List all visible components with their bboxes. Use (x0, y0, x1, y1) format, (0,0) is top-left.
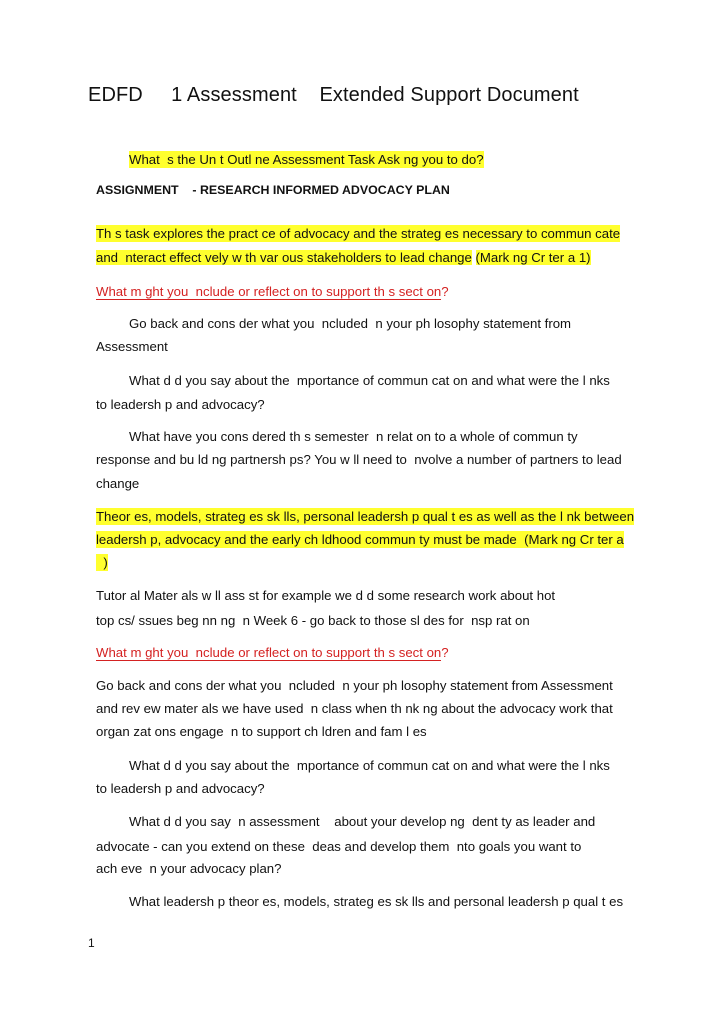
section1-line2-row (96, 249, 591, 266)
para3-line3: change (96, 476, 140, 491)
para2-line2: to leadersh p and advocacy? (96, 397, 265, 412)
para6-line1: What d d you say about the mportance of commun cat on and what were the l nks (129, 758, 610, 773)
para7-line3: ach eve n your advocacy plan? (96, 861, 282, 876)
section2-line1: Theor es, models, strateg es sk lls, personal leadersh p qual t es as well as the l nk between (96, 509, 635, 524)
section1-line2: and nteract effect vely w th var ous stakeholders to lead change (96, 250, 472, 265)
marking-criteria-1: (Mark ng Cr ter a 1) (475, 250, 591, 265)
para4-line2: top cs/ ssues beg nn ng n Week 6 - go back to those sl des for nsp rat on (96, 613, 530, 628)
page-number: 1 (88, 936, 95, 950)
para3-line1: What have you cons dered th s semester n relat on to a whole of commun ty (129, 429, 578, 444)
para1-line2: Assessment (96, 339, 168, 354)
para2-line1: What d d you say about the mportance of commun cat on and what were the l nks (129, 373, 610, 388)
para7-line2: advocate - can you extend on these deas and develop them nto goals you want to (96, 839, 582, 854)
para6-line2: to leadersh p and advocacy? (96, 781, 265, 796)
task-question-heading: What s the Un t Outl ne Assessment Task Ask ng you to do? (129, 152, 484, 167)
para7-line1: What d d you say n assessment about your develop ng dent ty as leader and (129, 814, 596, 829)
assignment-heading: ASSIGNMENT - RESEARCH INFORMED ADVOCACY PLAN (96, 183, 450, 197)
para3-line2: response and bu ld ng partnersh ps? You w ll need to nvolve a number of partners to lead (96, 452, 622, 467)
section1-line1: Th s task explores the pract ce of advocacy and the strateg es necessary to commun cate (96, 226, 621, 241)
para5-line2: and rev ew mater als we have used n class when th nk ng about the advocacy work that (96, 701, 613, 716)
para8-line1: What leadersh p theor es, models, strateg es sk lls and personal leadersh p qual t es (129, 894, 624, 909)
para5-line3: organ zat ons engage n to support ch ldren and fam l es (96, 724, 427, 739)
reflect-prompt-2-text: What m ght you nclude or reflect on to support th s sect on (96, 645, 442, 660)
reflect-prompt-1-qmark: ? (441, 284, 449, 299)
para1-line1: Go back and cons der what you ncluded n your ph losophy statement from (129, 316, 572, 331)
section2-line3: ) (96, 555, 108, 570)
reflect-prompt-2 (96, 644, 449, 661)
para4-line1: Tutor al Mater als w ll ass st for example we d d some research work about hot (96, 588, 556, 603)
reflect-prompt-1-text: What m ght you nclude or reflect on to support th s sect on (96, 284, 442, 299)
document-title: EDFD 1 Assessment Extended Support Document (88, 84, 579, 106)
para5-line1: Go back and cons der what you ncluded n your ph losophy statement from Assessment (96, 678, 613, 693)
reflect-prompt-1 (96, 283, 449, 300)
reflect-prompt-2-qmark: ? (441, 645, 449, 660)
section2-line2: leadersh p, advocacy and the early ch ldhood commun ty must be made (Mark ng Cr ter a (96, 532, 624, 547)
